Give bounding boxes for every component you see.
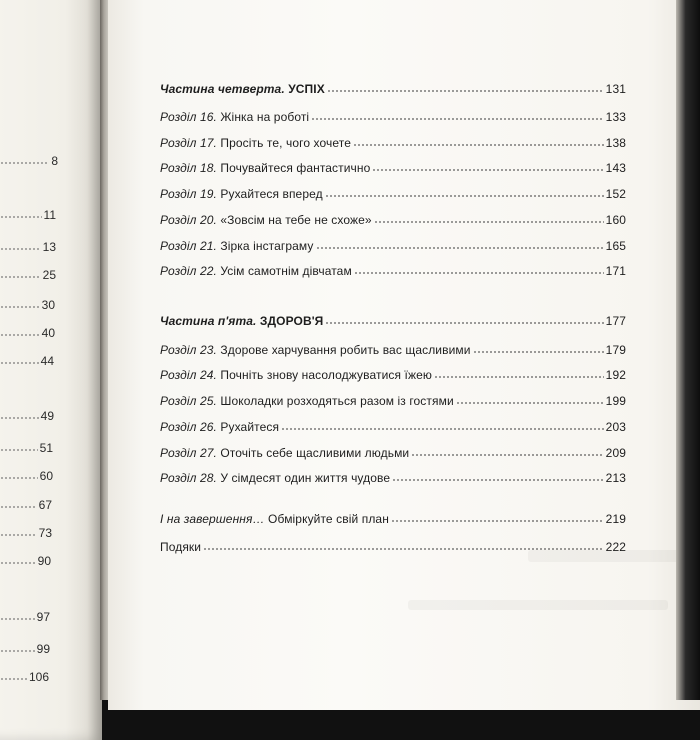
page-number: 219 — [605, 512, 626, 526]
toc-chapter-row — [160, 467, 626, 485]
page-number: 209 — [605, 446, 626, 460]
page-number: 203 — [605, 420, 626, 434]
toc-part-heading — [160, 78, 626, 96]
toc-chapter-row — [160, 339, 626, 357]
chapter-title: Рухайтеся — [220, 420, 280, 434]
chapter-label: Розділ 28. — [160, 471, 217, 485]
chapter-title: «Зовсім на тебе не схоже» — [220, 213, 372, 227]
chapter-label: Розділ 20. — [160, 213, 217, 227]
toc-chapter-row — [160, 209, 626, 227]
left-toc-entry: 25 — [0, 264, 56, 282]
toc-part-heading — [160, 310, 626, 328]
left-toc-entry: 67 — [0, 494, 52, 512]
leader-dots — [391, 513, 604, 523]
left-toc-entry: 97 — [0, 606, 50, 624]
leader-dots — [327, 83, 604, 93]
left-toc-entry: 106 — [0, 666, 49, 684]
chapter-label: Розділ 18. — [160, 161, 217, 175]
chapter-title: Просіть те, чого хочете — [220, 136, 351, 150]
thanks-title: Подяки — [160, 540, 202, 554]
chapter-label: Розділ 25. — [160, 394, 217, 408]
part-title: УСПІХ — [288, 82, 325, 96]
leader-dots — [456, 395, 604, 405]
chapter-label: Розділ 17. — [160, 136, 217, 150]
page-number: 143 — [605, 161, 626, 175]
page-number: 171 — [605, 264, 626, 278]
page-number: 222 — [605, 540, 626, 554]
chapter-label: Розділ 24. — [160, 368, 217, 382]
left-toc-entry: 8 — [0, 150, 58, 168]
leader-dots — [281, 421, 604, 431]
book-cover-edge — [676, 0, 700, 700]
left-toc-entry: 51 — [0, 437, 53, 455]
chapter-label: Розділ 26. — [160, 420, 217, 434]
page-number: 133 — [605, 110, 626, 124]
chapter-label: Розділ 22. — [160, 264, 217, 278]
toc-chapter-row — [160, 442, 626, 460]
toc-chapter-row — [160, 416, 626, 434]
leader-dots — [411, 447, 603, 457]
chapter-title: Здорове харчування робить вас щасливими — [220, 343, 471, 357]
part-title: ЗДОРОВ'Я — [259, 314, 324, 328]
page-number: 177 — [605, 314, 626, 328]
left-toc-entry: 73 — [0, 522, 52, 540]
toc-conclusion-row — [160, 508, 626, 526]
left-page — [0, 0, 102, 740]
leader-dots — [316, 240, 604, 250]
page-number: 192 — [605, 368, 626, 382]
page-number: 165 — [605, 239, 626, 253]
left-toc-entry: 90 — [0, 550, 51, 568]
leader-dots — [311, 111, 603, 121]
page-number: 131 — [605, 82, 626, 96]
leader-dots — [203, 541, 604, 551]
leader-dots — [325, 315, 603, 325]
leader-dots — [434, 369, 604, 379]
toc-chapter-row — [160, 260, 626, 278]
chapter-title: Шоколадки розходяться разом із гостями — [220, 394, 454, 408]
toc-chapter-row — [160, 390, 626, 408]
page-number: 179 — [605, 343, 626, 357]
leader-dots — [372, 162, 603, 172]
leader-dots — [473, 344, 604, 354]
chapter-title: Усім самотнім дівчатам — [220, 264, 352, 278]
left-toc-entry: 40 — [0, 322, 55, 340]
chapter-title: Зірка інстаграму — [220, 239, 314, 253]
chapter-title: Оточіть себе щасливими людьми — [220, 446, 410, 460]
toc-chapter-row — [160, 183, 626, 201]
left-toc-entry: 13 — [0, 236, 56, 254]
left-toc-entry: 11 — [0, 204, 56, 222]
leader-dots — [392, 472, 604, 482]
chapter-label: Розділ 23. — [160, 343, 217, 357]
page-number: 213 — [605, 471, 626, 485]
chapter-label: Розділ 16. — [160, 110, 217, 124]
chapter-title: Почувайтеся фантастично — [220, 161, 371, 175]
chapter-title: Рухайтеся вперед — [220, 187, 323, 201]
chapter-label: Розділ 21. — [160, 239, 217, 253]
chapter-label: Розділ 19. — [160, 187, 217, 201]
left-toc-entry: 60 — [0, 465, 53, 483]
bleed-through-text — [408, 600, 668, 610]
page-number: 152 — [605, 187, 626, 201]
chapter-label: Розділ 27. — [160, 446, 217, 460]
chapter-title: Почніть знову насолоджуватися їжею — [220, 368, 432, 382]
left-toc-entry: 30 — [0, 294, 55, 312]
leader-dots — [325, 188, 604, 198]
toc-chapter-row — [160, 364, 626, 382]
chapter-title: Жінка на роботі — [220, 110, 310, 124]
toc-chapter-row — [160, 235, 626, 253]
page-number: 199 — [605, 394, 626, 408]
leader-dots — [374, 214, 604, 224]
conclusion-label: І на завершення… — [160, 512, 265, 526]
left-toc-entry: 44 — [0, 350, 54, 368]
part-label: Частина четверта. — [160, 82, 285, 96]
leader-dots — [353, 137, 604, 147]
part-label: Частина п'ята. — [160, 314, 257, 328]
toc-thanks-row — [160, 536, 626, 554]
left-toc-entry: 49 — [0, 405, 54, 423]
conclusion-title: Обміркуйте свій план — [268, 512, 389, 526]
leader-dots — [354, 265, 604, 275]
page-number: 160 — [605, 213, 626, 227]
toc-chapter-row — [160, 157, 626, 175]
toc-chapter-row — [160, 106, 626, 124]
toc-chapter-row — [160, 132, 626, 150]
chapter-title: У сімдесят один життя чудове — [220, 471, 391, 485]
page-number: 138 — [605, 136, 626, 150]
left-toc-entry: 99 — [0, 638, 50, 656]
